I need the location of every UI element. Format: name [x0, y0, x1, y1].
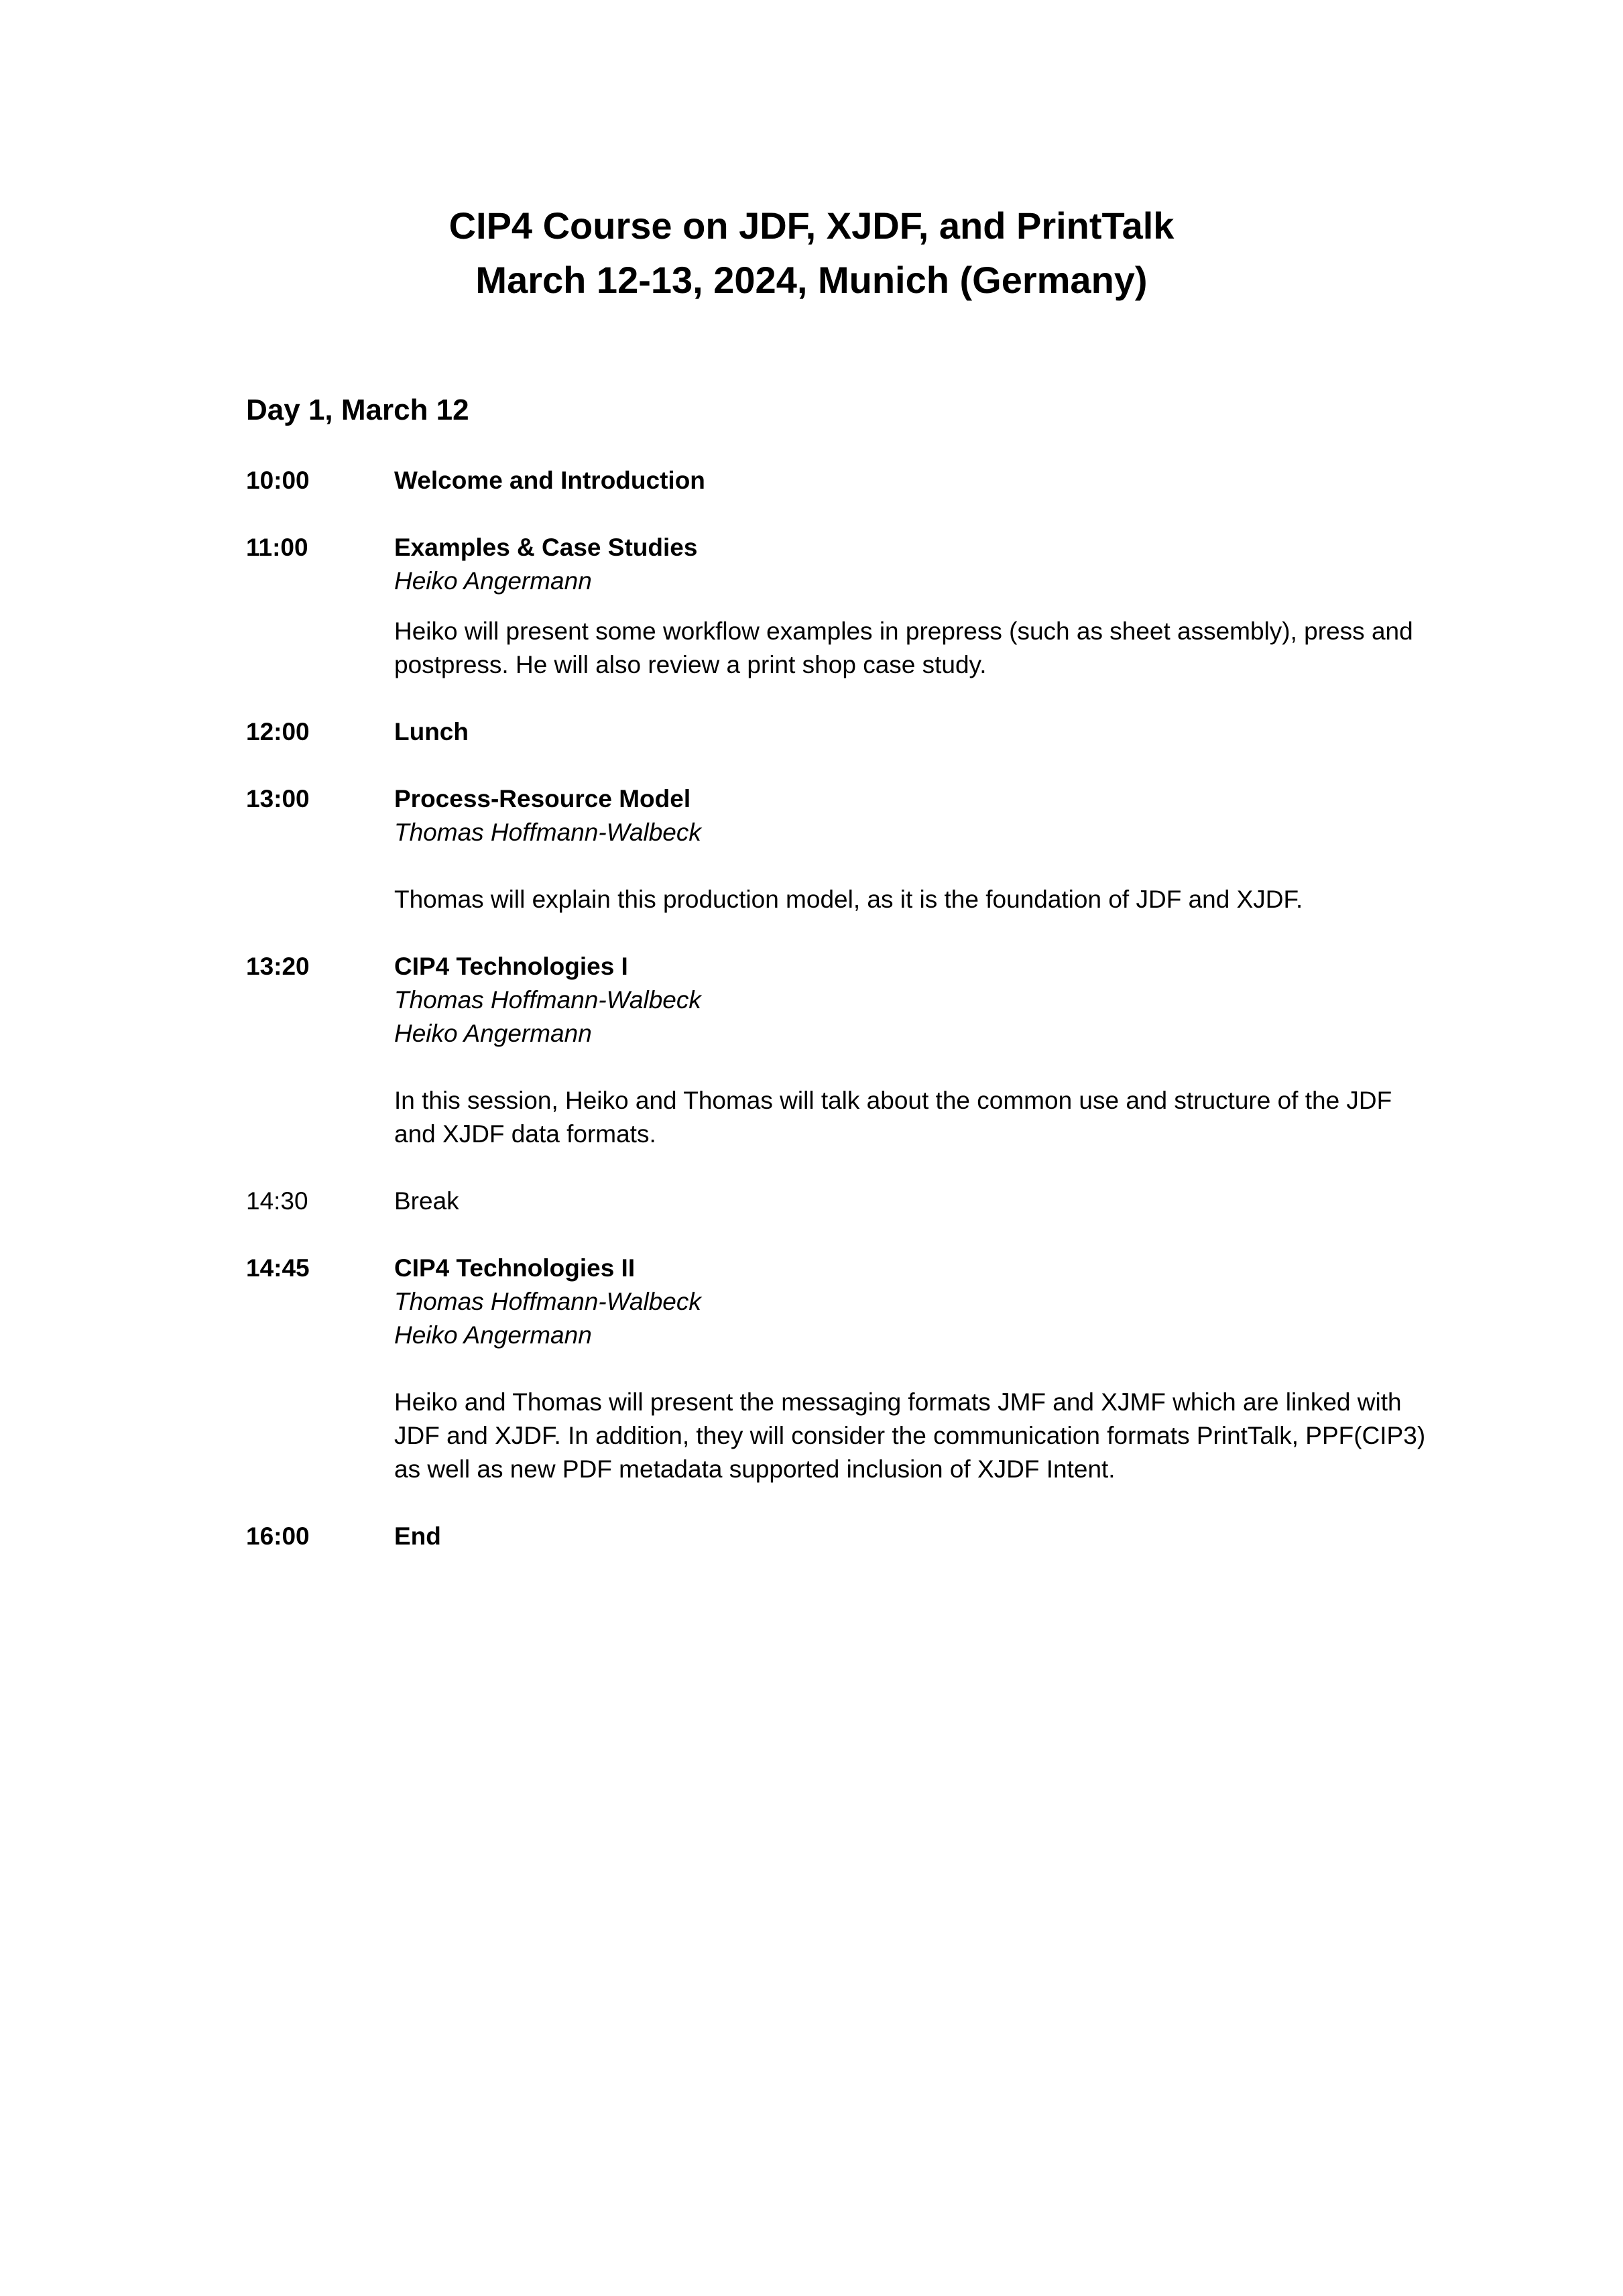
speaker-name: Heiko Angermann	[394, 567, 592, 595]
agenda-content	[394, 531, 1439, 682]
session-description: Heiko will present some workflow examples in prepress (such as sheet assembly), press and postpress. He will also review a print shop case study.	[394, 617, 1413, 678]
day-heading: Day 1, March 12	[246, 394, 469, 426]
agenda-time: 13:00	[246, 785, 310, 812]
agenda-content	[394, 950, 1439, 1151]
agenda-item-examples	[246, 531, 1439, 682]
speaker-name: Thomas Hoffmann-Walbeck	[394, 819, 701, 846]
agenda-time: 10:00	[246, 467, 310, 494]
agenda-item-end	[246, 1520, 1439, 1553]
agenda-content	[394, 464, 1439, 497]
speaker-name: Thomas Hoffmann-Walbeck	[394, 986, 701, 1014]
agenda-time: 12:00	[246, 718, 310, 745]
session-title: End	[394, 1522, 441, 1550]
agenda-time: 16:00	[246, 1522, 310, 1550]
session-title: CIP4 Technologies II	[394, 1254, 636, 1282]
speaker-name: Thomas Hoffmann-Walbeck	[394, 1288, 701, 1315]
agenda-item-welcome	[246, 464, 1439, 497]
agenda-list	[246, 464, 1439, 1587]
agenda-item-technologies-2	[246, 1252, 1439, 1486]
session-title: Process-Resource Model	[394, 785, 691, 812]
agenda-item-break	[246, 1185, 1439, 1218]
title-line-1: CIP4 Course on JDF, XJDF, and PrintTalk	[448, 204, 1175, 247]
agenda-content	[394, 1520, 1439, 1553]
page-title	[0, 198, 1623, 307]
agenda-content	[394, 715, 1439, 749]
session-description: Thomas will explain this production model, as it is the foundation of JDF and XJDF.	[394, 886, 1303, 913]
agenda-content	[394, 1252, 1439, 1486]
session-title: Lunch	[394, 718, 469, 745]
session-description: Heiko and Thomas will present the messaging formats JMF and XJMF which are linked with JDF and XJDF. In addition, they will consider the communication formats PrintTalk, PPF(CIP3) as well as new PDF metadata supported inclusion of XJDF Intent.	[394, 1388, 1426, 1483]
session-title: CIP4 Technologies I	[394, 953, 628, 980]
agenda-item-lunch	[246, 715, 1439, 749]
session-title: Examples & Case Studies	[394, 534, 698, 561]
session-description: In this session, Heiko and Thomas will talk about the common use and structure of the JDF and XJDF data formats.	[394, 1087, 1392, 1148]
agenda-time: 11:00	[246, 534, 308, 561]
agenda-content	[394, 1185, 1439, 1218]
agenda-time: 14:45	[246, 1254, 310, 1282]
speaker-name: Heiko Angermann	[394, 1020, 592, 1047]
agenda-item-technologies-1	[246, 950, 1439, 1151]
title-line-2: March 12-13, 2024, Munich (Germany)	[475, 259, 1148, 301]
session-title: Welcome and Introduction	[394, 467, 705, 494]
agenda-content	[394, 782, 1439, 916]
agenda-item-process-resource	[246, 782, 1439, 916]
speaker-name: Heiko Angermann	[394, 1321, 592, 1349]
session-title: Break	[394, 1187, 459, 1215]
agenda-time: 13:20	[246, 953, 310, 980]
agenda-time: 14:30	[246, 1187, 308, 1215]
